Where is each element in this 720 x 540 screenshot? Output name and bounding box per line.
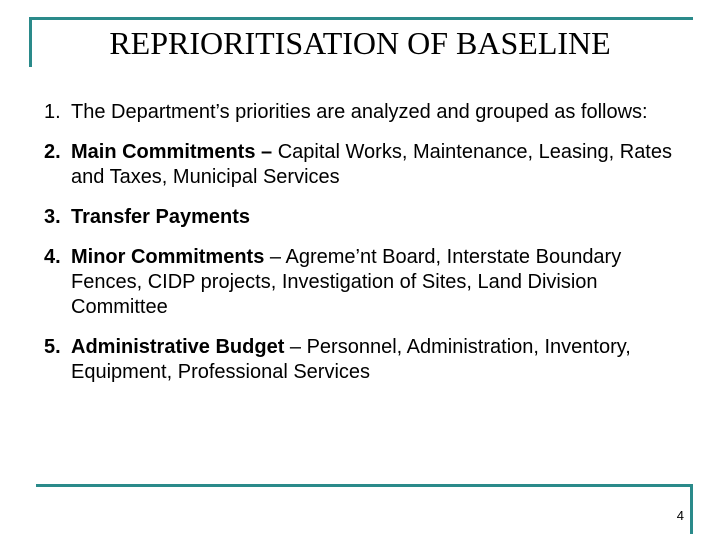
list-item-lead: Transfer Payments (71, 206, 250, 228)
list-item (44, 245, 694, 320)
list-item-text: The Department’s priorities are analyzed and grouped as follows: (71, 101, 648, 123)
title-frame-top-border (29, 17, 693, 20)
list-item-lead: Administrative Budget (71, 336, 285, 358)
list-item-lead: Minor Commitments (71, 246, 265, 268)
page-number: 4 (676, 508, 684, 523)
list-item-number: 3. (44, 206, 61, 228)
list-item (44, 205, 694, 230)
list-item-text: – Personnel, Administration, Inventory, Equipment, Professional Services (71, 336, 631, 383)
list-item-lead: Main Commitments – (71, 141, 273, 163)
footer-rule (36, 484, 693, 487)
list-item (44, 100, 694, 125)
list-item (44, 140, 694, 190)
list-item-number: 5. (44, 336, 61, 358)
list-item-number: 1. (44, 101, 61, 123)
list-item-number: 2. (44, 141, 61, 163)
list-item-text: – Agreme’nt Board, Interstate Boundary Fences, CIDP projects, Investigation of Sites, Land Division Committee (71, 246, 622, 318)
title-frame-left-border (29, 17, 32, 67)
footer-right-border (690, 484, 693, 534)
list-item (44, 335, 694, 385)
priority-list (44, 100, 694, 400)
list-item-number: 4. (44, 246, 61, 268)
slide-title: REPRIORITISATION OF BASELINE (109, 25, 611, 61)
list-item-text: Capital Works, Maintenance, Leasing, Rates and Taxes, Municipal Services (71, 141, 672, 188)
